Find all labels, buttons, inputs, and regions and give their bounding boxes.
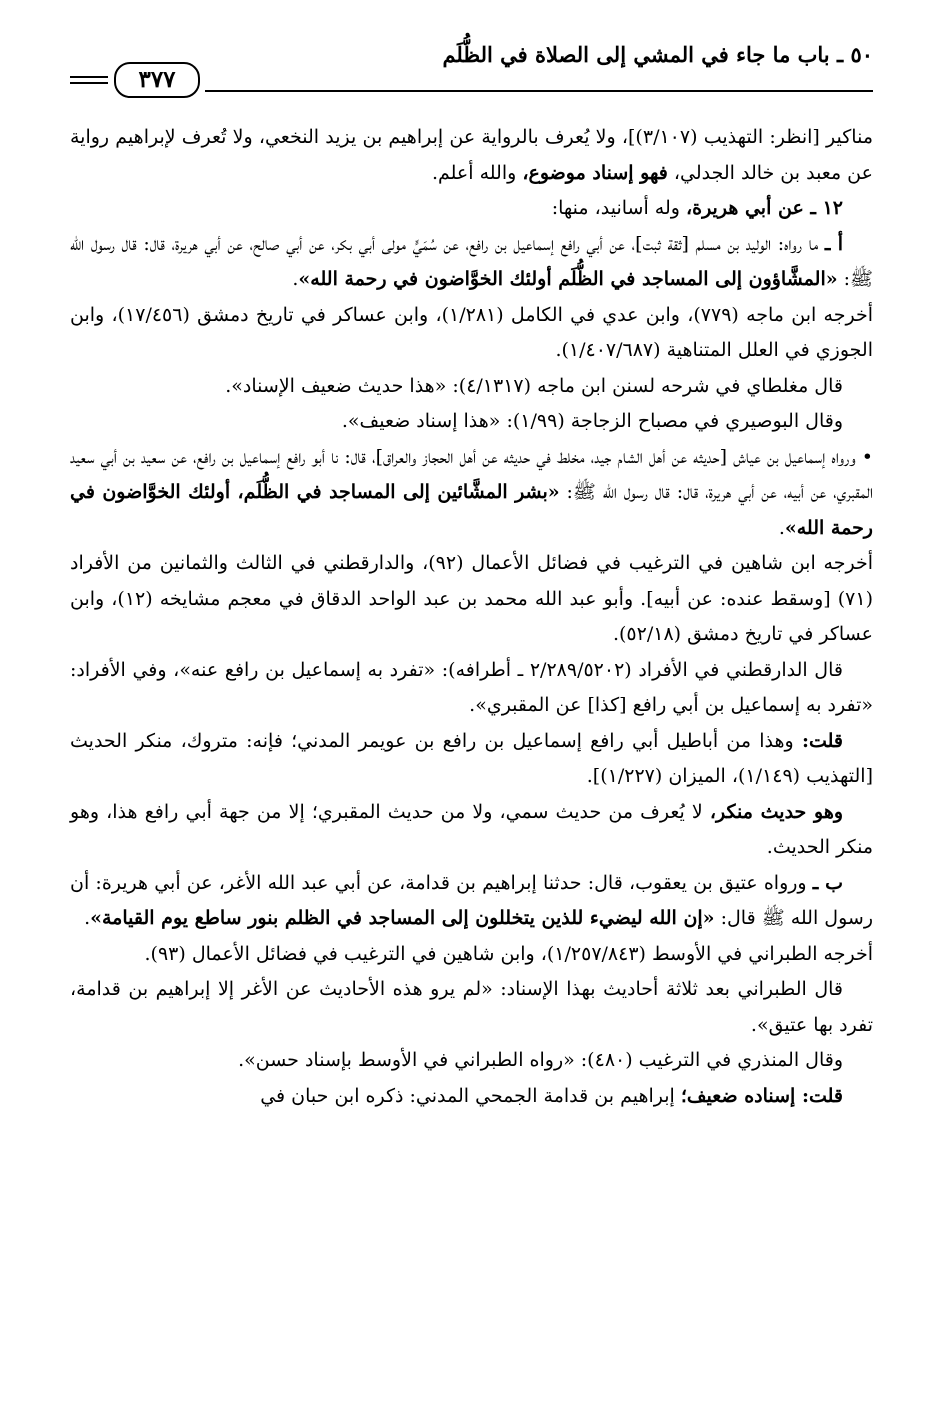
- paragraph: [70, 369, 873, 405]
- text-run: وقال البوصيري في مصباح الزجاجة (١/٩٩): «هذا إسناد ضعيف».: [341, 410, 843, 432]
- paragraph: [70, 1043, 873, 1079]
- bold-text-run: «المشَّاؤون إلى المساجد في الظُّلَم أولئك الخوَّاضون في رحمة الله»: [298, 268, 838, 290]
- paragraph: [70, 1079, 873, 1115]
- page-number: ٣٧٧: [114, 62, 200, 98]
- paragraph: [70, 120, 873, 191]
- ornament-line: [70, 76, 108, 78]
- text-run: لا يُعرف من حديث سمي، ولا من حديث المقبري؛ إلا من جهة أبي رافع هذا، وهو منكر الحديث.: [70, 800, 873, 858]
- chapter-title: ٥٠ ـ باب ما جاء في المشي إلى الصلاة في الظُّلَم: [442, 42, 873, 67]
- text-run: مناكير [انظر: التهذيب (٣/١٠٧)]، ولا يُعرف بالرواية عن إبراهيم بن يزيد النخعي، ولا تُعرف لإبراهيم رواية عن معبد بن خالد الجدلي،: [70, 126, 874, 184]
- text-run: أخرجه ابن ماجه (٧٧٩)، وابن عدي في الكامل (١/٢٨١)، وابن عساكر في تاريخ دمشق (١٧/٤٥٦)، وابن الجوزي في العلل المتناهية (١/٤٠٧/٦٨٧).: [70, 303, 873, 361]
- page-number-ornament: [70, 62, 205, 102]
- paragraph: [70, 546, 873, 653]
- bold-text-run: أ ـ: [824, 232, 843, 255]
- bold-text-run: ١٢ ـ عن أبي هريرة،: [685, 197, 843, 219]
- text-run: وقال المنذري في الترغيب (٤٨٠): «رواه الطبراني في الأوسط بإسناد حسن».: [238, 1049, 843, 1071]
- text-run: • ورواه إسماعيل بن عياش [حديثه عن أهل الشام جيد، مخلط في حديثه عن أهل الحجاز والعراق]، قال: نا أبو رافع إسماعيل بن رافع، عن سعيد بن أبي سعيد المقبري، عن أبيه، عن أبي هريرة، قال: قال رسول الله ﷺ:: [70, 445, 873, 503]
- paragraph: [70, 440, 873, 547]
- running-header: [70, 30, 873, 98]
- ornament-line: [70, 82, 108, 84]
- header-rule: [205, 90, 873, 92]
- paragraph: [70, 298, 873, 369]
- paragraph: [70, 866, 873, 937]
- text-run: أخرجه ابن شاهين في الترغيب في فضائل الأعمال (٩٢)، والدارقطني في الثالث والثمانين من الأفراد (٧١) [وسقط عنده: عن أبيه]. وأبو عبد الله محمد بن عبد الواحد الدقاق في معجم مشايخه (١٢)، وابن عساكر في تاريخ دمشق (٥٢/١٨).: [70, 552, 874, 645]
- text-run: وهذا من أباطيل أبي رافع إسماعيل بن رافع بن عويمر المدني؛ فإنه: متروك، منكر الحديث [التهذيب (١/١٤٩)، الميزان (١/٢٢٧)].: [70, 729, 873, 787]
- text-run: قال مغلطاي في شرحه لسنن ابن ماجه (٤/١٣١٧): «هذا حديث ضعيف الإسناد».: [225, 374, 843, 397]
- bold-text-run: قلت:: [801, 729, 843, 752]
- bold-text-run: وهو حديث منكر،: [709, 800, 844, 823]
- text-run: إبراهيم بن قدامة الجمحي المدني: ذكره ابن حبان في: [260, 1084, 681, 1107]
- text-run: والله أعلم.: [431, 161, 523, 184]
- text-run: قال الطبراني بعد ثلاثة أحاديث بهذا الإسناد: «لم يرو هذه الأحاديث عن الأغر إلا إبراهيم بن قدامة، تفرد بها عتيق».: [70, 978, 873, 1036]
- text-run: .: [778, 516, 785, 539]
- bold-text-run: «بشر المشَّائين إلى المساجد في الظُّلَم، أولئك الخوَّاضون في رحمة الله»: [70, 481, 873, 539]
- paragraph: [70, 972, 873, 1043]
- bold-text-run: ب ـ: [812, 871, 843, 894]
- document-page: [70, 30, 873, 1383]
- paragraph: [70, 724, 873, 795]
- paragraph: [70, 653, 873, 724]
- paragraph: [70, 937, 873, 973]
- text-run: ورواه عتيق بن يعقوب، قال: حدثنا إبراهيم بن قدامة، عن أبي عبد الله الأغر، عن أبي هريرة: أن رسول الله ﷺ قال:: [70, 871, 873, 929]
- text-run: .: [84, 907, 91, 929]
- bold-text-run: فهو إسناد موضوع،: [522, 161, 668, 184]
- text-run: وله أسانيد، منها:: [551, 197, 686, 219]
- text-run: قال الدارقطني في الأفراد (٢/٢٨٩/٥٢٠٢ ـ أطرافه): «تفرد به إسماعيل بن رافع عنه»، وفي الأفراد: «تفرد به إسماعيل بن أبي رافع [كذا] عن المقبري».: [70, 658, 873, 716]
- text-run: ما رواه: الوليد بن مسلم [ثقة ثبت]، عن أبي رافع إسماعيل بن رافع، عن سُمَيٍّ مولى أبي بكر، عن أبي صالح، عن أبي هريرة، قال: قال رسول الله ﷺ:: [70, 232, 873, 290]
- paragraph: [70, 191, 873, 227]
- bold-text-run: «إن الله ليضيء للذين يتخللون إلى المساجد في الظلم بنور ساطع يوم القيامة»: [90, 907, 715, 929]
- text-run: أخرجه الطبراني في الأوسط (١/٢٥٧/٨٤٣)، وابن شاهين في الترغيب في فضائل الأعمال (٩٣).: [144, 942, 873, 965]
- paragraph: [70, 795, 873, 866]
- paragraph: [70, 227, 873, 298]
- page-body: [70, 120, 873, 1114]
- paragraph: [70, 404, 873, 440]
- bold-text-run: قلت: إسناده ضعيف؛: [680, 1084, 843, 1107]
- text-run: .: [292, 268, 299, 290]
